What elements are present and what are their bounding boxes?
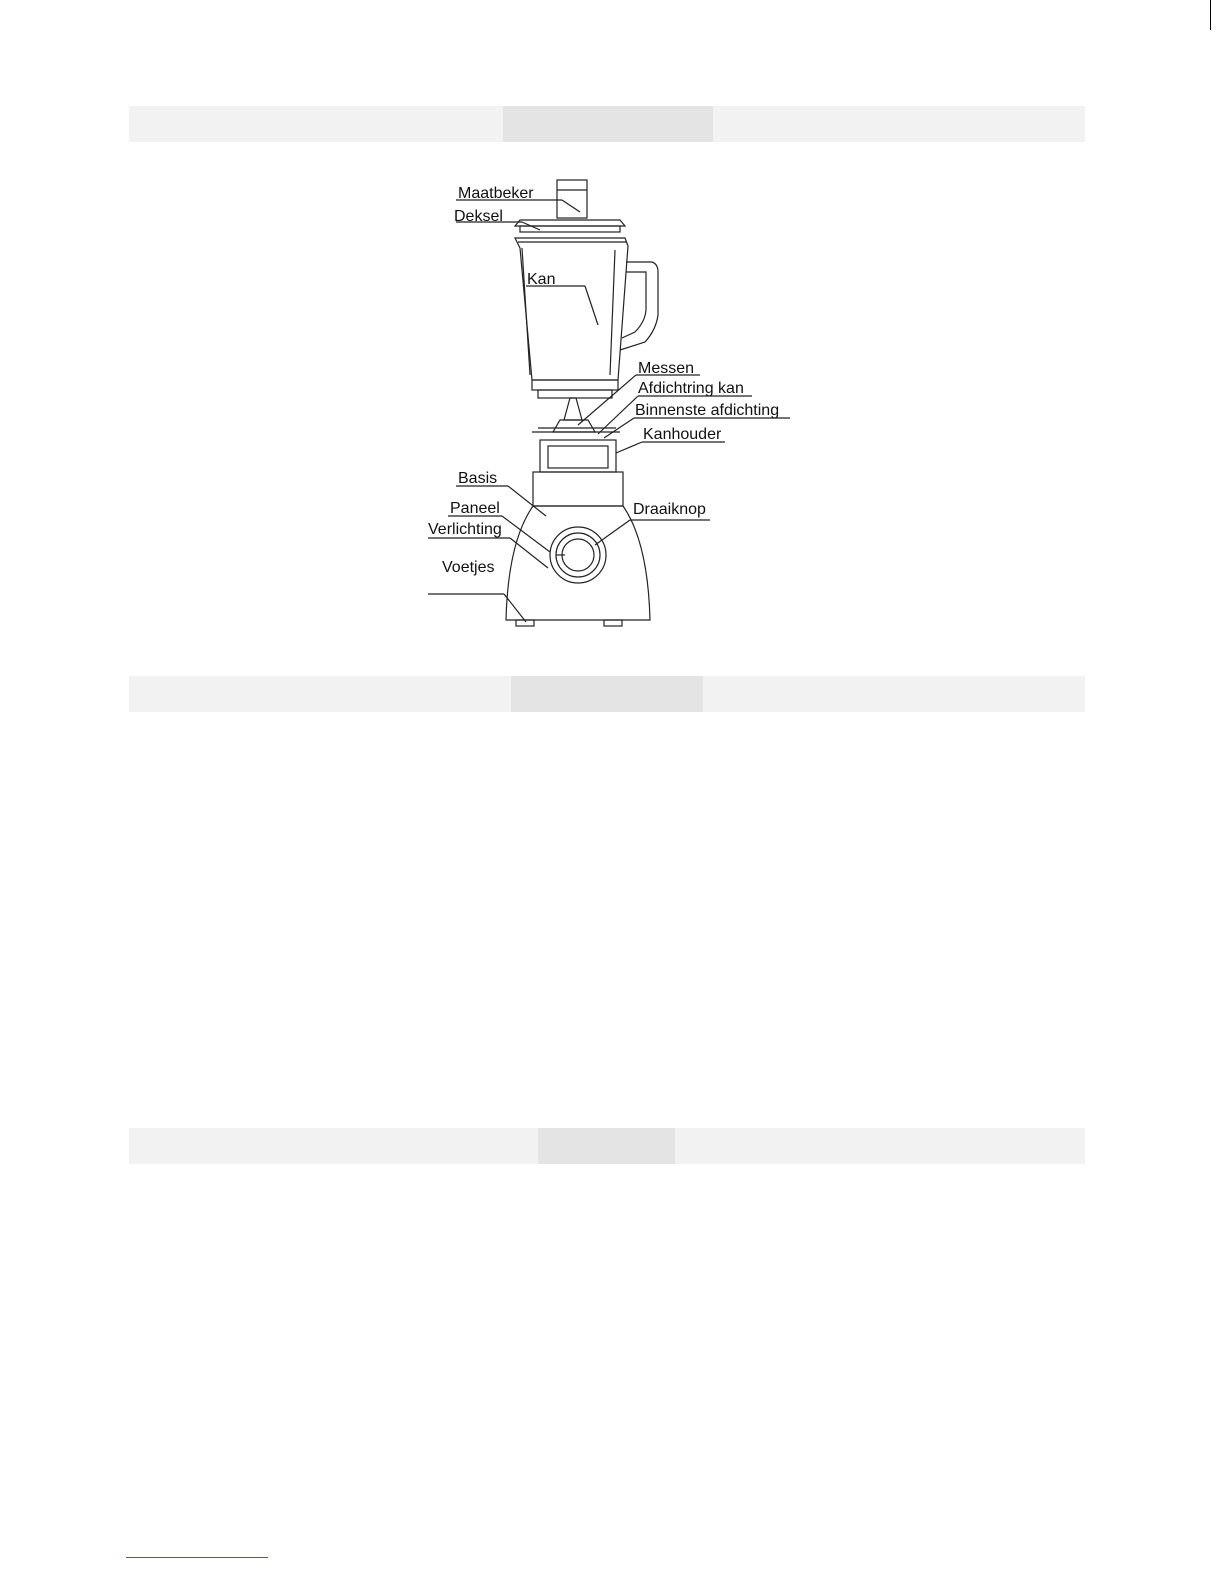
base-block-shape — [533, 472, 623, 506]
label-kan: Kan — [527, 271, 556, 288]
label-binnenste-afdichting: Binnenste afdichting — [635, 402, 780, 419]
label-messen: Messen — [638, 360, 695, 377]
blade-shape — [564, 398, 582, 420]
label-paneel: Paneel — [450, 500, 500, 517]
label-kanhouder: Kanhouder — [643, 426, 722, 443]
section-heading — [511, 676, 703, 712]
label-afdichtring-kan: Afdichtring kan — [638, 380, 744, 397]
lid-shape — [515, 220, 625, 226]
label-draaiknop: Draaiknop — [633, 501, 706, 518]
label-voetjes: Voetjes — [442, 559, 495, 576]
base-body-shape — [506, 506, 650, 620]
measuring-cup-shape — [557, 180, 587, 218]
footnote-rule — [126, 1557, 268, 1558]
section-header-bar — [129, 676, 1085, 712]
page-corner-mark — [1210, 0, 1211, 30]
jar-holder-shape — [540, 440, 616, 472]
label-basis: Basis — [458, 470, 498, 487]
label-deksel: Deksel — [454, 208, 503, 225]
label-maatbeker: Maatbeker — [458, 185, 534, 202]
section-heading — [538, 1128, 675, 1164]
section-header-bar — [129, 106, 1085, 142]
section-heading — [503, 106, 713, 142]
label-verlichting: Verlichting — [428, 521, 502, 538]
blender-parts-diagram — [420, 170, 800, 640]
section-header-bar — [129, 1128, 1085, 1164]
